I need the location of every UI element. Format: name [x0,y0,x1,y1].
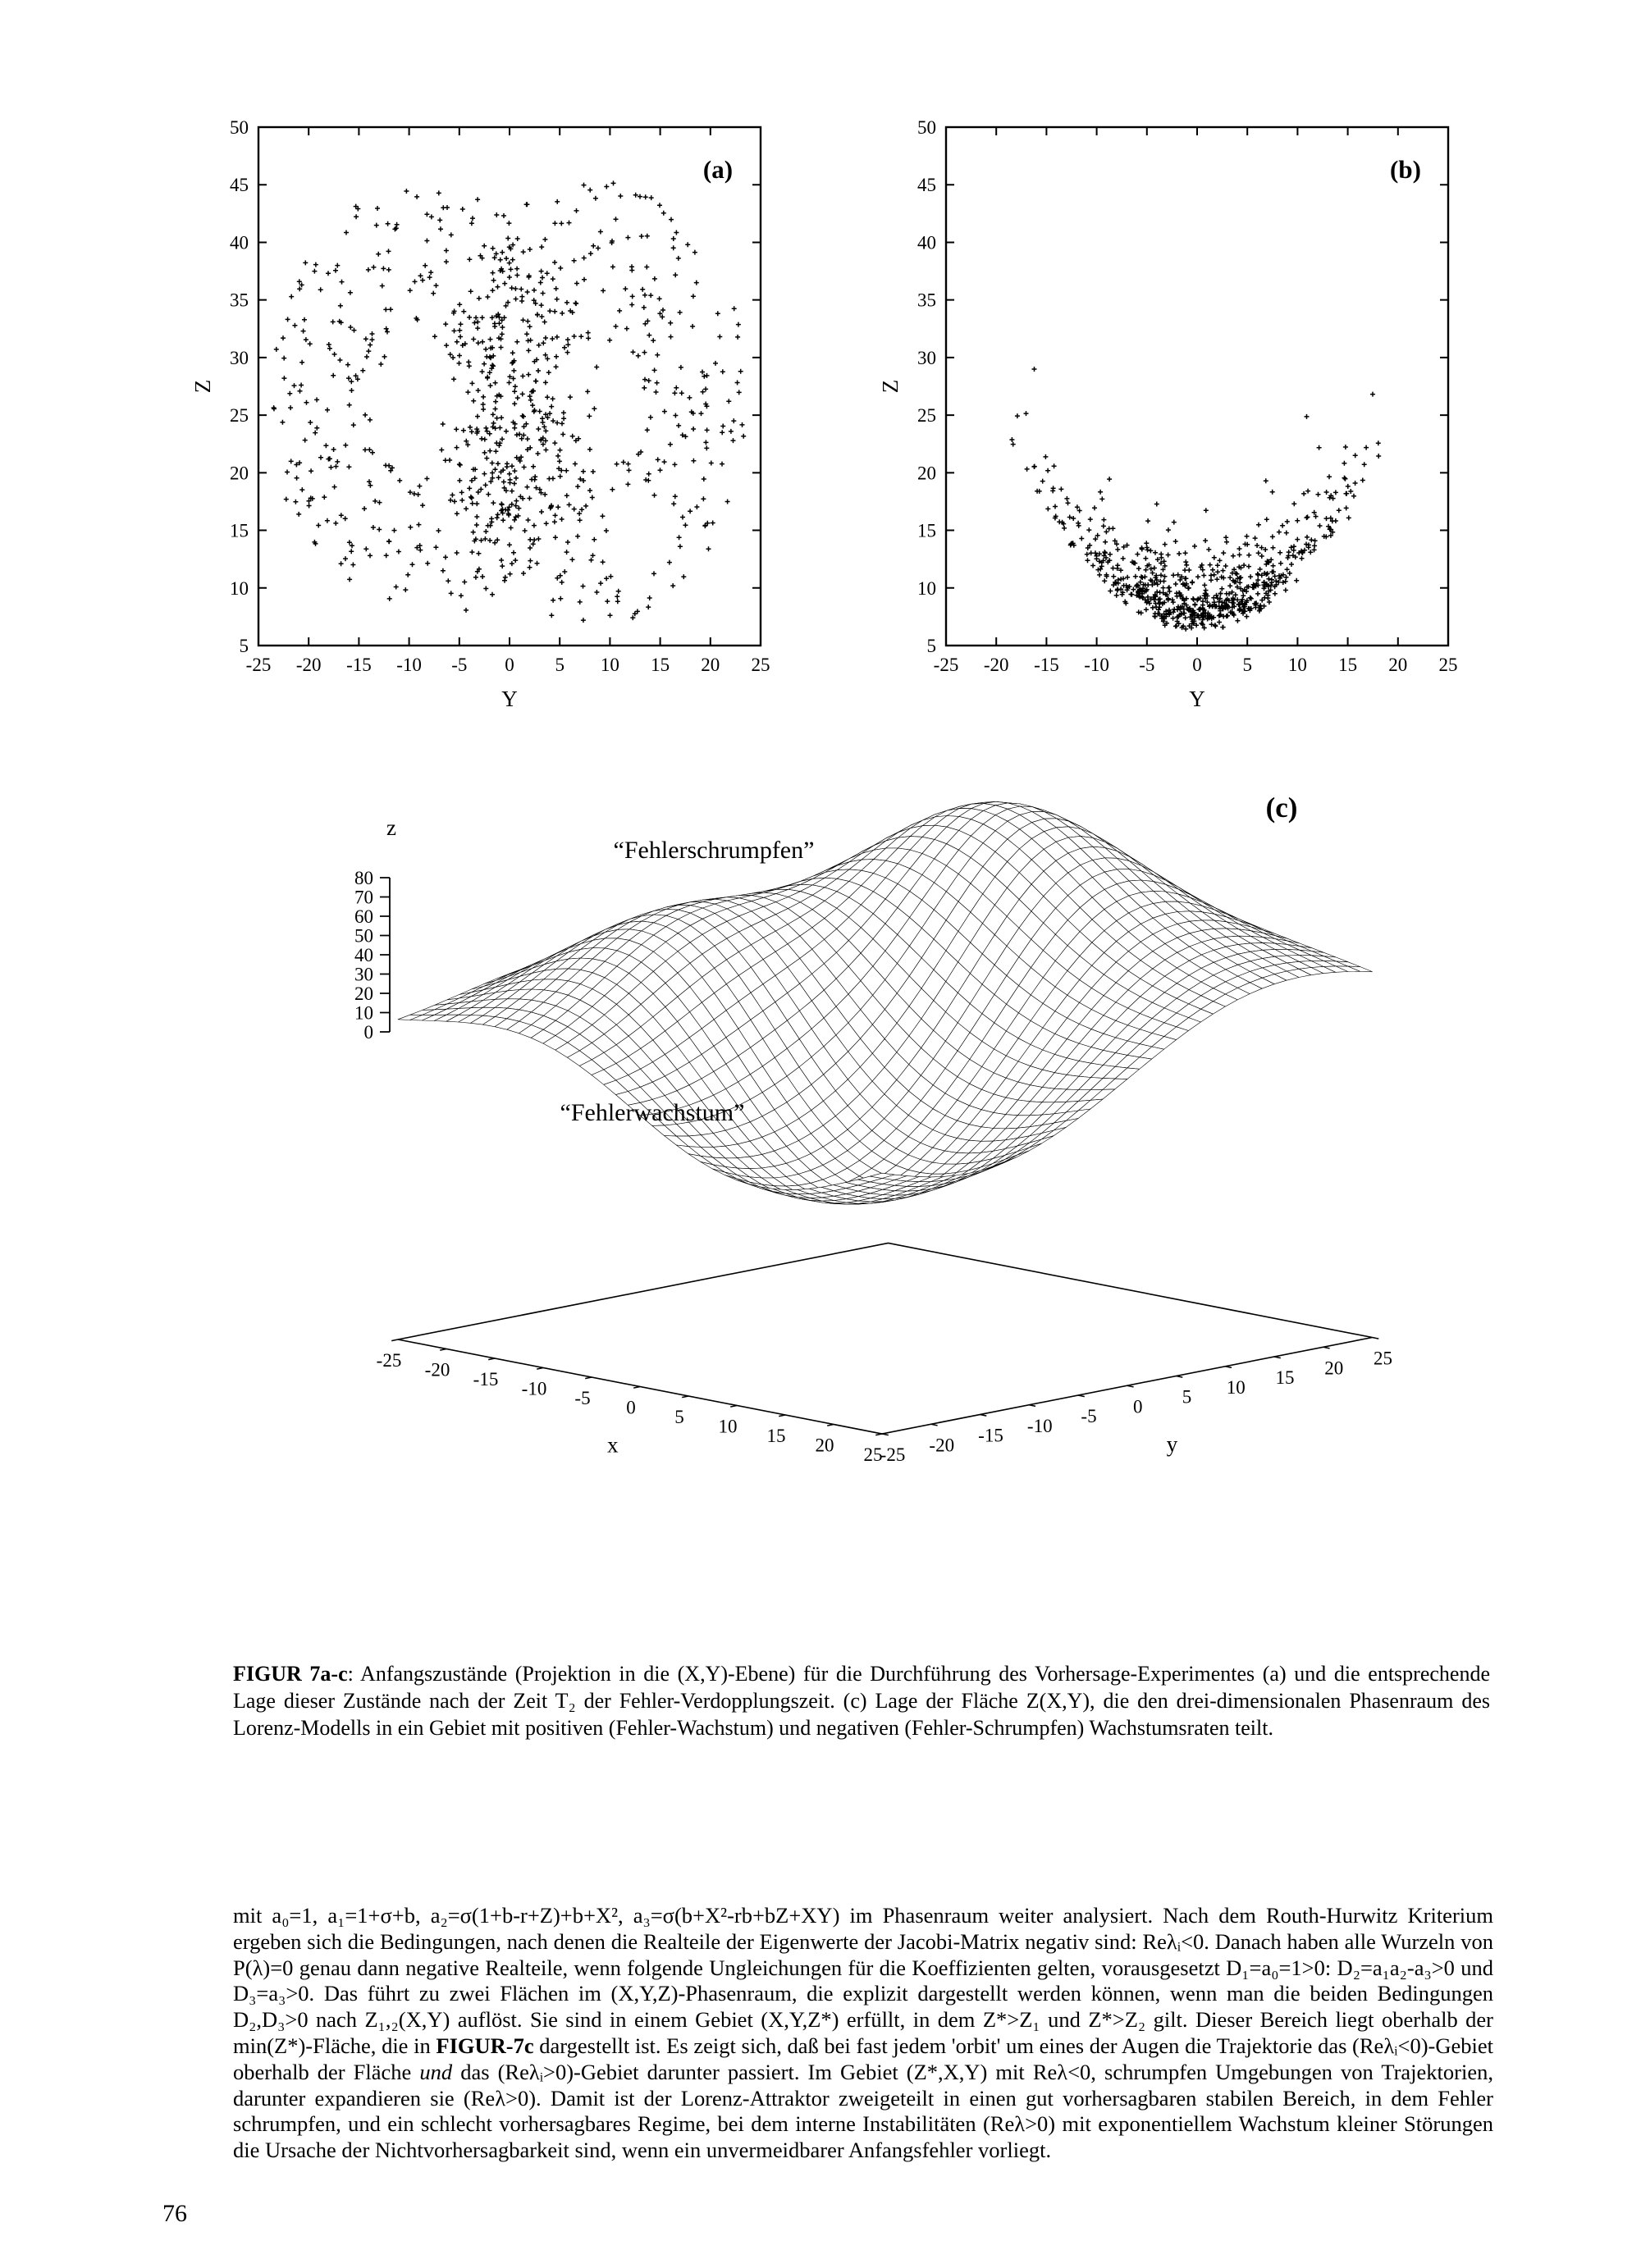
x-tick-label: 0 [505,655,514,675]
body-text-segment: dargestellt ist. Es zeigt sich, daß bei fast jedem 'orbit' um eines der Augen die Trajektorie das (Reλᵢ<0)-Gebiet oberhalb der Fläche [233,2033,1493,2084]
x-tick-label: -25 [245,655,272,675]
surface-z-tick-label: 70 [354,887,373,908]
surface-z-tick-label: 20 [354,983,373,1004]
y-tick-label: 50 [917,117,936,138]
body-text-segment: und [419,2059,453,2084]
figure-caption-text: : Anfangszustände (Projektion in die (X,Y)-Ebene) für die Durchführung des Vorhersage-Experimentes (a) und die entsprechende Lage dieser Zustände nach der Zeit T₂ der Fehler-Verdopplungszeit. (c) Lage der Fläche Z(X,Y), die den drei-dimensionalen Phasenraum des Lorenz-Modells in ein Gebiet mit positiven (Fehler-Wachstum) und negativen (Fehler-Schrumpfen) Wachstumsraten teilt. [233,1662,1490,1740]
x-tick-label: -25 [933,655,959,675]
scatter-points [1009,367,1381,632]
y-tick-label: 35 [917,290,936,311]
surface-y-tick-label: 10 [1226,1376,1246,1398]
y-tick-label: 45 [230,175,249,196]
scatter-plot-a [189,107,779,714]
x-tick-label: 0 [1192,655,1202,675]
x-tick-label: -20 [983,655,1009,675]
surface-y-tick-label: -5 [1081,1406,1097,1426]
surface-x-tick-label: 10 [718,1416,738,1437]
surface-z-tick-label: 40 [354,945,373,965]
y-tick-label: 20 [230,463,249,484]
panel-letter: (a) [702,155,734,184]
x-tick-label: 20 [1388,655,1408,675]
surface-z-tick-label: 30 [354,964,373,985]
body-text-segment: das (Reλᵢ>0)-Gebiet darunter passiert. Im Gebiet (Z*,X,Y) mit Reλ<0, schrumpfen Umgebungen von Trajektorien, darunter expandieren sie (Reλ>0). Damit ist der Lorenz-Attraktor zweigeteilt in einen gut vorhersagbaren stabilen Bereich, in dem Fehler schrumpfen, und ein schlecht vorhersagbares Regime, bei dem interne Instabilitäten (Reλ>0) mit exponentiellem Wachstum kleiner Störungen die Ursache der Nichtvorhersagbarkeit sind, wenn ein unvermeidbarer Anfangsfehler vorliegt. [233,2059,1493,2163]
y-tick-label: 25 [917,405,936,427]
y-axis-label: Z [190,379,215,394]
y-tick-label: 30 [230,347,249,368]
surface-y-tick-label: -25 [880,1444,906,1465]
scatter-points [272,180,747,623]
x-tick-label: -10 [396,655,422,675]
figure-panel-a [189,107,779,714]
surface-y-axis-label: y [1166,1431,1178,1457]
surface-x-tick-label: 15 [766,1426,786,1446]
surface-x-tick-label: -20 [424,1359,450,1380]
figure-caption-lead: FIGUR 7a-c [233,1662,348,1686]
surface-z-tick-label: 0 [363,1022,373,1043]
y-tick-label: 15 [230,520,249,541]
x-tick-label: 10 [1287,655,1307,675]
surface-x-tick-label: -15 [473,1369,499,1390]
surface-x-tick-label: -5 [574,1388,591,1408]
surface-y-tick-label: 25 [1374,1348,1392,1369]
y-tick-label: 50 [230,117,249,138]
y-tick-label: 35 [230,290,249,311]
x-tick-label: 15 [1338,655,1358,675]
surface-plot-c [189,761,1469,1581]
annotation-fehlerschrumpfen: “Fehlerschrumpfen” [613,837,815,864]
surface-y-tick-label: 5 [1182,1386,1192,1408]
surface-y-tick-label: -15 [978,1425,1003,1446]
x-tick-label: 25 [751,655,770,675]
surface-z-tick-label: 10 [354,1002,373,1024]
surface-mesh [398,801,1373,1204]
x-tick-label: 15 [651,655,670,675]
x-tick-label: -5 [451,655,468,675]
page-number: 76 [162,2200,187,2227]
surface-z-tick-label: 80 [354,868,373,888]
x-tick-label: 5 [1242,655,1252,675]
surface-z-tick-label: 60 [354,906,373,927]
y-tick-label: 5 [239,636,249,656]
surface-x-tick-label: -10 [521,1378,547,1399]
y-tick-label: 40 [917,232,936,253]
x-tick-label: 25 [1438,655,1458,675]
surface-z-axis-label: z [386,815,396,840]
x-tick-label: -15 [1034,655,1059,675]
surface-y-tick-label: -10 [1026,1415,1053,1436]
x-tick-label: -15 [346,655,372,675]
floor-plane [377,1244,1392,1466]
panel-letter: (c) [1265,792,1298,824]
y-tick-label: 20 [917,463,936,484]
y-tick-label: 10 [917,577,936,599]
x-axis-label: Y [1189,687,1205,711]
surface-x-tick-label: 5 [674,1407,684,1427]
scatter-plot-b [876,107,1467,714]
surface-y-tick-label: -20 [929,1435,955,1456]
x-tick-label: -10 [1084,655,1109,675]
body-paragraph [233,1903,1493,2164]
figure-panel-b [876,107,1467,714]
x-tick-label: -20 [295,655,322,675]
y-tick-label: 10 [230,577,249,599]
surface-y-tick-label: 15 [1275,1367,1295,1388]
y-tick-label: 30 [917,347,936,368]
surface-x-axis-label: x [607,1432,619,1458]
surface-x-tick-label: -25 [376,1350,402,1371]
y-tick-label: 25 [230,405,249,427]
panel-letter: (b) [1390,155,1421,184]
x-tick-label: 5 [555,655,565,675]
y-tick-label: 15 [917,520,936,541]
surface-x-tick-label: 20 [815,1435,834,1456]
surface-y-tick-label: 0 [1133,1396,1143,1417]
figure-caption [233,1660,1490,1741]
body-text-segment: FIGUR-7c [436,2033,534,2058]
y-axis-label: Z [878,379,903,394]
surface-x-tick-label: 25 [863,1444,883,1465]
z-axis-ruler [354,815,396,1043]
y-tick-label: 5 [926,636,936,656]
annotation-fehlerwachstum: “Fehlerwachstum” [560,1099,745,1126]
y-tick-label: 45 [917,175,936,196]
y-tick-label: 40 [230,232,249,253]
x-tick-label: 10 [600,655,619,675]
plot-axes [917,117,1458,675]
x-tick-label: 20 [701,655,720,675]
surface-x-tick-label: 0 [626,1397,636,1418]
surface-y-tick-label: 20 [1324,1358,1344,1379]
surface-z-tick-label: 50 [354,925,373,947]
body-text-segment: mit a₀=1, a₁=1+σ+b, a₂=σ(1+b-r+Z)+b+X², a₃=σ(b+X²-rb+bZ+XY) im Phasenraum weiter analysiert. Nach dem Routh-Hurwitz Kriterium ergeben sich die Bedingungen, nach denen die Realteile der Eigenwerte der Jacobi-Matrix negativ sind: Reλᵢ<0. Danach haben alle Wurzeln von P(λ)=0 genau dann negative Realteile, wenn folgende Ungleichungen für die Koeffizienten gelten, vorausgesetzt D₁=a₀=1>0: D₂=a₁a₂-a₃>0 und D₃=a₃>0. Das führt zu zwei Flächen im (X,Y,Z)-Phasenraum, die explizit dargestellt werden können, wenn man die beiden Bedingungen D₂,D₃>0 nach Z₁,₂(X,Y) auflöst. Sie sind in einem Gebiet (X,Y,Z*) erfüllt, in dem Z*>Z₁ und Z*>Z₂ gilt. Dieser Bereich liegt oberhalb der min(Z*)-Fläche, die in [233,1903,1493,2058]
x-tick-label: -5 [1139,655,1155,675]
x-axis-label: Y [501,687,518,711]
figure-panel-c [189,761,1469,1581]
